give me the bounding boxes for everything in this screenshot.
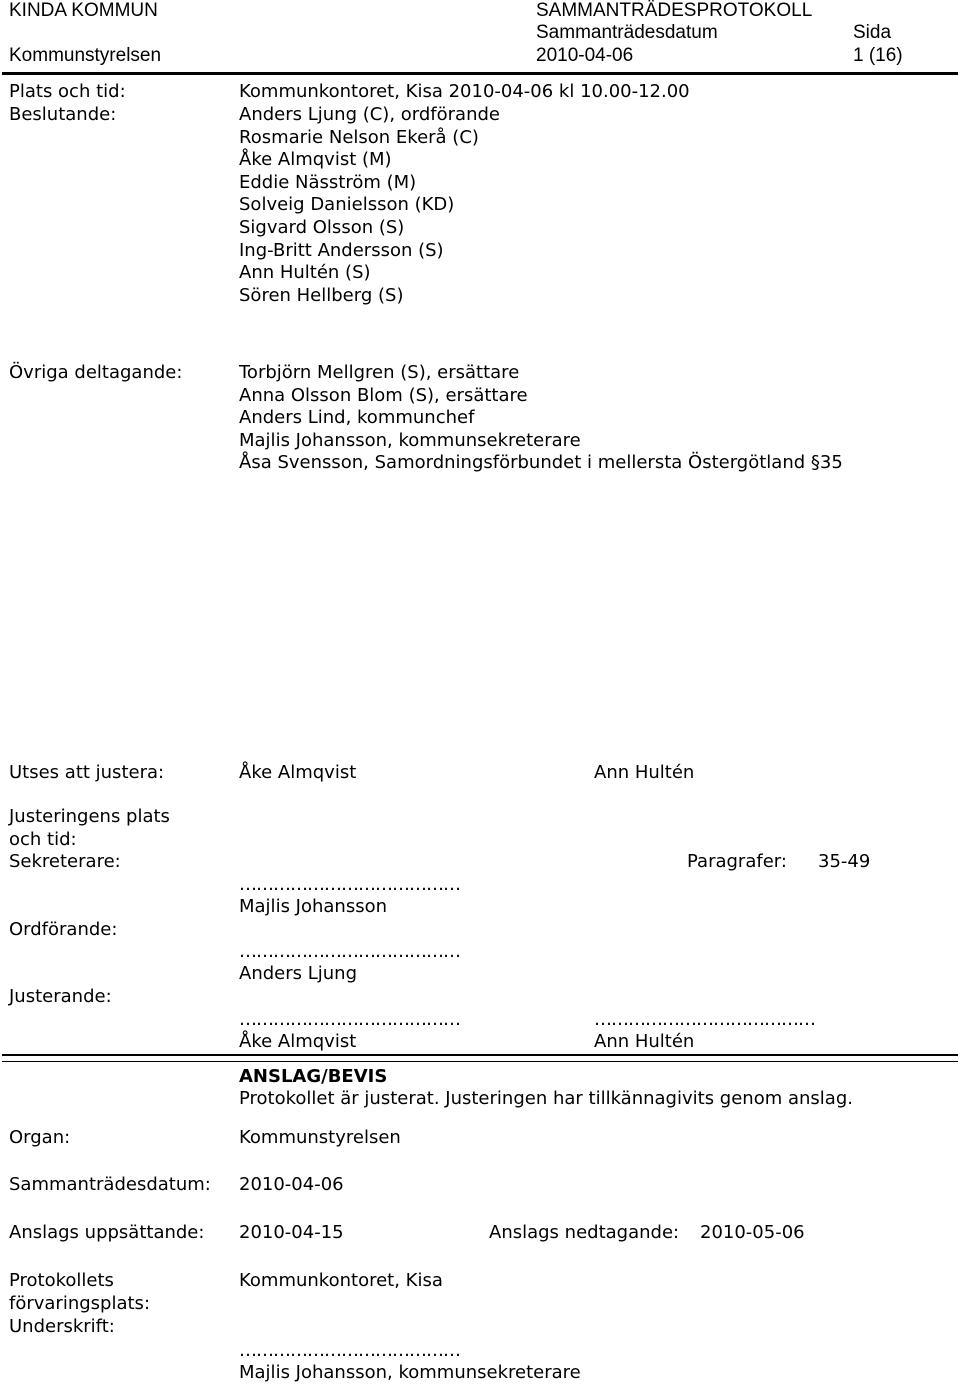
others-label: Övriga deltagande: — [9, 362, 183, 383]
adjust-place-label-1: Justeringens plats — [9, 806, 170, 827]
decider-item: Ing-Britt Andersson (S) — [239, 239, 444, 261]
storage-label-1: Protokollets — [9, 1270, 114, 1291]
chair-name: Anders Ljung — [239, 963, 357, 984]
storage-value: Kommunkontoret, Kisa — [239, 1270, 443, 1291]
section-divider-top — [2, 1054, 958, 1056]
meeting-date-value: 2010-04-06 — [239, 1174, 344, 1195]
decider-item: Sigvard Olsson (S) — [239, 216, 405, 238]
decider-item: Anders Ljung (C), ordförande — [239, 104, 500, 125]
adjust-place-label-2: och tid: — [9, 829, 77, 850]
posted-label: Anslags uppsättande: — [9, 1222, 205, 1243]
chair-signature-line: ………………………………… — [239, 941, 460, 962]
decider-item: Åke Almqvist (M) — [239, 149, 392, 171]
header-page-label: Sida — [853, 22, 892, 43]
posted-date: 2010-04-15 — [239, 1222, 344, 1243]
section-divider-bottom — [2, 1061, 958, 1062]
others-list — [239, 362, 843, 475]
participant-item: Åsa Svensson, Samordningsförbundet i mellersta Östergötland §35 — [239, 452, 843, 474]
decider-item: Eddie Näsström (M) — [239, 171, 417, 193]
header-date-label: Sammanträdesdatum — [536, 22, 718, 43]
notice-text: Protokollet är justerat. Justeringen har tillkännagivits genom anslag. — [239, 1088, 853, 1109]
place-value: Kommunkontoret, Kisa 2010-04-06 kl 10.00-12.00 — [239, 81, 690, 102]
decider-item: Solveig Danielsson (KD) — [239, 194, 455, 216]
meeting-date-label: Sammanträdesdatum: — [9, 1174, 211, 1195]
secretary-label: Sekreterare: — [9, 851, 121, 872]
adjuster-2-signature-line: ………………………………… — [594, 1009, 815, 1030]
organ-value: Kommunstyrelsen — [239, 1127, 401, 1148]
notice-title: ANSLAG/BEVIS — [239, 1066, 388, 1087]
removed-date: 2010-05-06 — [700, 1222, 805, 1243]
committee-name: Kommunstyrelsen — [9, 45, 162, 66]
header-date: 2010-04-06 — [536, 45, 634, 66]
org-name: KINDA KOMMUN — [9, 0, 158, 21]
adjuster-1-signature-line: ………………………………… — [239, 1009, 460, 1030]
decider-item: Ann Hultén (S) — [239, 262, 371, 284]
decider-item: Sören Hellberg (S) — [239, 284, 404, 306]
notice-signature-name: Majlis Johansson, kommunsekreterare — [239, 1362, 581, 1383]
deciders-label: Beslutande: — [9, 104, 117, 125]
participant-item: Majlis Johansson, kommunsekreterare — [239, 429, 581, 451]
participant-item: Torbjörn Mellgren (S), ersättare — [239, 362, 520, 383]
adjusters-label: Justerande: — [9, 986, 112, 1007]
adjuster-1-name: Åke Almqvist — [239, 1031, 357, 1052]
participant-item: Anna Olsson Blom (S), ersättare — [239, 384, 528, 406]
document-type: SAMMANTRÄDESPROTOKOLL — [536, 0, 813, 21]
appointed-adjuster-1: Åke Almqvist — [239, 762, 357, 783]
header-rule — [2, 72, 958, 75]
place-label: Plats och tid: — [9, 81, 126, 102]
adjuster-2-name: Ann Hultén — [594, 1031, 695, 1052]
paragraphs-label: Paragrafer: — [687, 851, 787, 872]
secretary-name: Majlis Johansson — [239, 896, 388, 917]
chair-label: Ordförande: — [9, 919, 118, 940]
appointed-adjuster-2: Ann Hultén — [594, 762, 695, 783]
deciders-list — [239, 104, 500, 307]
appointed-label: Utses att justera: — [9, 762, 165, 783]
notice-signature-line: ………………………………… — [239, 1340, 460, 1361]
signature-label: Underskrift: — [9, 1316, 115, 1337]
organ-label: Organ: — [9, 1127, 71, 1148]
removed-label: Anslags nedtagande: — [489, 1222, 680, 1243]
storage-label-2: förvaringsplats: — [9, 1293, 151, 1314]
header-page: 1 (16) — [853, 45, 903, 66]
secretary-signature-line: ………………………………… — [239, 874, 460, 895]
participant-item: Anders Lind, kommunchef — [239, 407, 475, 429]
decider-item: Rosmarie Nelson Ekerå (C) — [239, 126, 479, 148]
paragraphs-value: 35-49 — [818, 851, 871, 872]
